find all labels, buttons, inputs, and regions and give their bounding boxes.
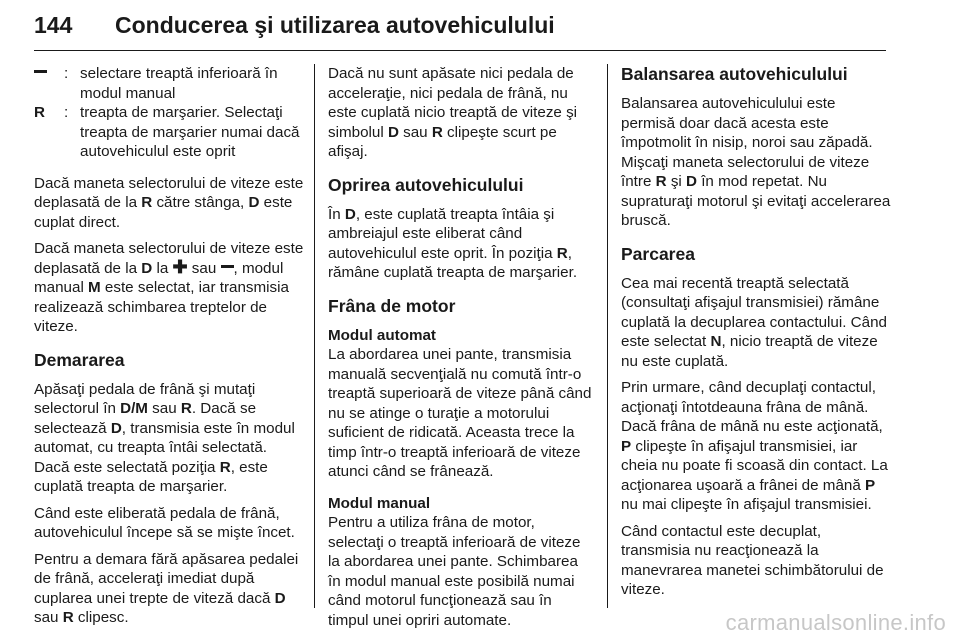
paragraph-rocking: Balansarea autovehiculului este permisă doar dacă acesta este împotmolit în nisip, noroi sau zăpadă. Mişcaţi maneta selectorului de viteze între R şi D în mod repetat. Nu supraturaţi motorul şi evitaţi accelerarea bruscă. <box>621 95 891 229</box>
paragraph-handbrake: Prin urmare, când decuplaţi contactul, acţionaţi întotdeauna frâna de mână. Dacă frâna de mână nu este acţionată, P clipeşte în afişajul transmisiei, iar cheia nu poate fi scoasă din contact. La acţionarea uşoară a frânei de mână P nu mai clipeşte în afişajul transmisiei. <box>621 379 888 513</box>
page-header <box>0 0 960 50</box>
watermark: carmanualsonline.info <box>725 610 946 635</box>
paragraph-manual-mode: Dacă maneta selectorului de viteze este deplasată de la D la ✚ sau , modul manual M este selectat, iar transmisia realizează schimbarea treptelor de viteze. <box>34 240 304 335</box>
heading-frana-de-motor: Frâna de motor <box>328 295 456 316</box>
page-number: 144 <box>34 12 73 38</box>
paragraph-automatic-mode: La abordarea unei pante, transmisia manuală secvenţială nu comută într-o treaptă superioară de viteze până când nu se atinge o turaţie a motorului suficient de ridicată. Aceasta trece la timp într-o treaptă inferioară de viteze atunci când se frânează. <box>328 346 592 480</box>
subheading-modul-manual: Modul manual <box>328 494 431 512</box>
paragraph-parking-gear: Cea mai recentă treaptă selectată (consultaţi afişajul transmisiei) rămâne cuplată la decuplarea contactului. Când este selectat N, nicio treaptă de viteze nu este cuplată. <box>621 274 887 370</box>
paragraph-start-without-brake: Pentru a demara fără apăsarea pedalei de frână, acceleraţi imediat după cuplarea unei trepte de viteză dacă D sau R clipesc. <box>34 550 299 626</box>
column-divider-2 <box>607 64 608 608</box>
heading-demararea: Demararea <box>34 349 125 370</box>
definition-minus: : selectare treaptă inferioară în modul manual <box>34 64 304 103</box>
header-divider <box>34 50 886 51</box>
plus-symbol-icon: ✚ <box>172 256 188 277</box>
definition-r: R : treapta de marşarier. Selectaţi treapta de marşarier numai dacă autovehiculul este oprit <box>34 103 304 162</box>
heading-parcarea: Parcarea <box>621 243 695 264</box>
definition-minus-text: selectare treaptă inferioară în modul manual <box>80 65 278 102</box>
paragraph-start: Apăsaţi pedala de frână şi mutaţi selectorul în D/M sau R. Dacă se selectează D, transmisia este în modul automat, cu treapta întâi selectată. Dacă este selectată poziţia R, este cuplată treapta de marşarier. <box>34 380 295 495</box>
paragraph-no-pedals: Dacă nu sunt apăsate nici pedala de acceleraţie, nici pedala de frână, nu este cuplată nicio treaptă de viteze şi simbolul D sau R clipeşte scurt pe afişaj. <box>328 65 578 160</box>
definition-r-text: treapta de marşarier. Selectaţi treapta de marşarier numai dacă autovehiculul este oprit <box>80 104 300 160</box>
paragraph-ignition-off: Când contactul este decuplat, transmisia nu reacţionează la manevrarea manetei schimbătorului de viteze. <box>621 522 884 598</box>
minus-symbol-icon <box>221 265 234 268</box>
page-title: Conducerea şi utilizarea autovehiculului <box>115 12 555 38</box>
paragraph-release-brake: Când este eliberată pedala de frână, autovehiculul începe să se mişte încet. <box>34 504 295 541</box>
heading-oprirea: Oprirea autovehiculului <box>328 174 524 195</box>
column-1 <box>34 64 304 635</box>
paragraph-manual-mode-brake: Pentru a utiliza frâna de motor, selectaţi o treaptă inferioară de viteze la abordarea unei pante. Schimbarea în modul manual este posibilă numai când motorul funcţionează sau în timpul unei opriri automate. <box>328 514 581 629</box>
column-2 <box>328 64 592 637</box>
paragraph-stop: În D, este cuplată treapta întâia şi ambreiajul este eliberat când autovehiculul este oprit. În poziţia R, rămâne cuplată treapta de marşarier. <box>328 205 578 281</box>
column-divider-1 <box>314 64 315 608</box>
heading-balansarea: Balansarea autovehiculului <box>621 64 848 84</box>
definition-r-key: R <box>34 104 45 121</box>
subheading-modul-automat: Modul automat <box>328 326 436 344</box>
column-3 <box>621 64 891 607</box>
minus-symbol-icon <box>34 64 64 103</box>
paragraph-r-to-left: Dacă maneta selectorului de viteze este deplasată de la R către stânga, D este cuplat direct. <box>34 174 304 231</box>
